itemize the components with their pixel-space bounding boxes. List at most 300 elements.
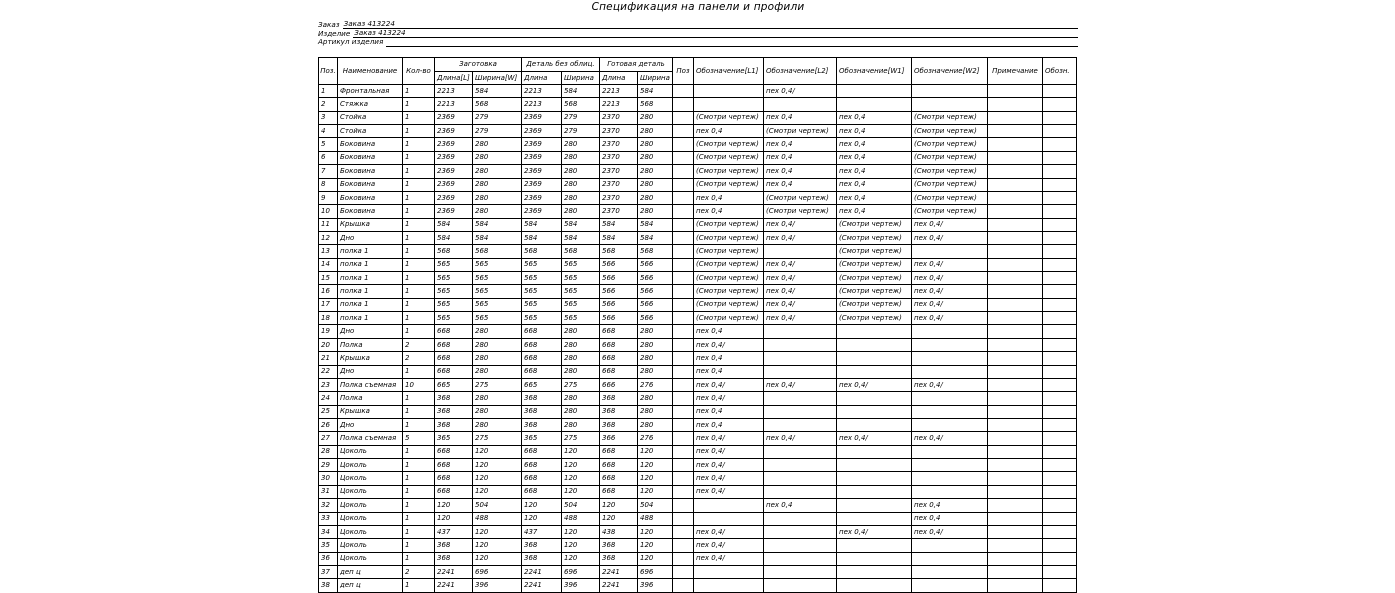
cell-raw_w: 120 (562, 459, 600, 472)
cell-blank_l: 2213 (435, 98, 473, 111)
cell-w1: (Смотри чертеж) (837, 231, 912, 244)
cell-l2: (Смотри чертеж) (764, 125, 837, 138)
table-row (319, 499, 1077, 512)
cell-qty: 1 (403, 459, 435, 472)
cell-l1: пех 0,4/ (694, 539, 764, 552)
cell-note (988, 125, 1043, 138)
col-header-blank-length: Длина[L] (435, 72, 473, 85)
cell-note (988, 138, 1043, 151)
cell-sign (1043, 151, 1077, 164)
cell-w2: (Смотри чертеж) (912, 138, 988, 151)
cell-sign (1043, 325, 1077, 338)
cell-l1: (Смотри чертеж) (694, 258, 764, 271)
cell-raw_w: 584 (562, 218, 600, 231)
cell-w1: пех 0,4 (837, 165, 912, 178)
col-header-w1: Обозначение[W1] (837, 58, 912, 85)
cell-raw_w: 120 (562, 472, 600, 485)
cell-l1: (Смотри чертеж) (694, 285, 764, 298)
cell-raw_w: 280 (562, 138, 600, 151)
cell-qty: 1 (403, 325, 435, 338)
cell-raw_l: 565 (522, 258, 562, 271)
col-header-fin-length: Длина (600, 72, 638, 85)
cell-fin_w: 280 (638, 418, 673, 431)
cell-blank_w: 568 (473, 98, 522, 111)
cell-w2: (Смотри чертеж) (912, 178, 988, 191)
cell-l2 (764, 552, 837, 565)
cell-blank_l: 584 (435, 218, 473, 231)
cell-raw_l: 2369 (522, 191, 562, 204)
cell-blank_l: 668 (435, 459, 473, 472)
cell-raw_l: 368 (522, 418, 562, 431)
cell-fin_w: 566 (638, 258, 673, 271)
cell-name: Полка (338, 392, 403, 405)
table-row (319, 98, 1077, 111)
cell-qty: 2 (403, 352, 435, 365)
cell-w1 (837, 485, 912, 498)
cell-raw_l: 565 (522, 272, 562, 285)
cell-fin_w: 566 (638, 285, 673, 298)
cell-fin_w: 120 (638, 552, 673, 565)
cell-fin_w: 120 (638, 539, 673, 552)
cell-l2 (764, 365, 837, 378)
cell-fin_l: 668 (600, 445, 638, 458)
cell-blank_w: 120 (473, 485, 522, 498)
cell-raw_w: 275 (562, 432, 600, 445)
cell-qty: 1 (403, 85, 435, 98)
cell-note (988, 472, 1043, 485)
cell-raw_l: 668 (522, 445, 562, 458)
cell-raw_w: 504 (562, 499, 600, 512)
cell-fin_w: 696 (638, 565, 673, 578)
cell-fin_l: 666 (600, 378, 638, 391)
order-label: Заказ (318, 19, 340, 29)
cell-blank_l: 368 (435, 405, 473, 418)
cell-note (988, 418, 1043, 431)
cell-blank_w: 120 (473, 525, 522, 538)
cell-pos: 28 (319, 445, 338, 458)
cell-w2: пех 0,4/ (912, 258, 988, 271)
cell-l2 (764, 579, 837, 593)
cell-sign (1043, 205, 1077, 218)
cell-pos: 3 (319, 111, 338, 124)
cell-fin_w: 120 (638, 445, 673, 458)
col-header-raw-width: Ширина (562, 72, 600, 85)
cell-blank_w: 396 (473, 579, 522, 593)
cell-sign (1043, 472, 1077, 485)
cell-pos2 (673, 579, 694, 593)
cell-l1: пех 0,4/ (694, 552, 764, 565)
cell-w1 (837, 85, 912, 98)
cell-pos2 (673, 325, 694, 338)
cell-l2 (764, 245, 837, 258)
cell-l2: пех 0,4 (764, 138, 837, 151)
cell-w2 (912, 245, 988, 258)
cell-name: Боковина (338, 205, 403, 218)
cell-fin_l: 2213 (600, 85, 638, 98)
cell-fin_w: 280 (638, 111, 673, 124)
cell-blank_w: 565 (473, 272, 522, 285)
cell-pos2 (673, 312, 694, 325)
cell-fin_l: 120 (600, 499, 638, 512)
cell-name: Дно (338, 325, 403, 338)
cell-name: деп ц (338, 579, 403, 593)
spec-table (318, 57, 1077, 593)
cell-blank_w: 280 (473, 365, 522, 378)
cell-blank_w: 280 (473, 138, 522, 151)
cell-raw_l: 668 (522, 459, 562, 472)
cell-raw_w: 565 (562, 312, 600, 325)
cell-w2: пех 0,4/ (912, 218, 988, 231)
cell-fin_l: 2370 (600, 205, 638, 218)
cell-blank_l: 668 (435, 445, 473, 458)
cell-w1: пех 0,4 (837, 111, 912, 124)
table-row (319, 272, 1077, 285)
cell-name: Цоколь (338, 499, 403, 512)
cell-blank_w: 120 (473, 539, 522, 552)
cell-name: Стойка (338, 125, 403, 138)
cell-l2: пех 0,4/ (764, 285, 837, 298)
cell-pos: 32 (319, 499, 338, 512)
cell-blank_l: 668 (435, 472, 473, 485)
cell-l1: (Смотри чертеж) (694, 151, 764, 164)
col-group-blank: Заготовка (435, 58, 522, 72)
cell-raw_w: 568 (562, 245, 600, 258)
table-row (319, 418, 1077, 431)
cell-note (988, 325, 1043, 338)
cell-pos: 14 (319, 258, 338, 271)
cell-raw_w: 280 (562, 325, 600, 338)
cell-blank_w: 120 (473, 552, 522, 565)
cell-raw_l: 668 (522, 485, 562, 498)
cell-raw_l: 120 (522, 512, 562, 525)
cell-sign (1043, 485, 1077, 498)
col-header-fin-width: Ширина (638, 72, 673, 85)
cell-blank_l: 2213 (435, 85, 473, 98)
table-row (319, 485, 1077, 498)
cell-qty: 1 (403, 525, 435, 538)
cell-note (988, 218, 1043, 231)
cell-w1: (Смотри чертеж) (837, 245, 912, 258)
cell-fin_w: 276 (638, 378, 673, 391)
cell-name: Фронтальная (338, 85, 403, 98)
cell-pos2 (673, 565, 694, 578)
cell-sign (1043, 85, 1077, 98)
cell-note (988, 272, 1043, 285)
cell-raw_l: 2369 (522, 165, 562, 178)
cell-blank_w: 275 (473, 432, 522, 445)
cell-w2: (Смотри чертеж) (912, 125, 988, 138)
cell-raw_w: 279 (562, 111, 600, 124)
cell-fin_l: 668 (600, 352, 638, 365)
cell-pos: 11 (319, 218, 338, 231)
cell-blank_l: 668 (435, 325, 473, 338)
cell-sign (1043, 258, 1077, 271)
cell-sign (1043, 378, 1077, 391)
cell-pos2 (673, 405, 694, 418)
cell-pos: 31 (319, 485, 338, 498)
cell-l2: пех 0,4 (764, 178, 837, 191)
cell-raw_l: 665 (522, 378, 562, 391)
cell-pos: 8 (319, 178, 338, 191)
cell-w2 (912, 365, 988, 378)
cell-blank_w: 280 (473, 205, 522, 218)
cell-l2 (764, 512, 837, 525)
cell-qty: 1 (403, 111, 435, 124)
cell-w2 (912, 472, 988, 485)
cell-raw_w: 120 (562, 552, 600, 565)
meta-row-product (318, 29, 1078, 38)
cell-fin_w: 280 (638, 191, 673, 204)
cell-pos: 36 (319, 552, 338, 565)
cell-blank_l: 568 (435, 245, 473, 258)
cell-w1 (837, 459, 912, 472)
cell-blank_l: 2369 (435, 205, 473, 218)
cell-blank_l: 565 (435, 298, 473, 311)
cell-name: Крышка (338, 218, 403, 231)
cell-l1: пех 0,4 (694, 205, 764, 218)
cell-blank_l: 2241 (435, 565, 473, 578)
cell-pos2 (673, 285, 694, 298)
cell-w1 (837, 325, 912, 338)
cell-w2: пех 0,4/ (912, 231, 988, 244)
cell-l2: пех 0,4/ (764, 218, 837, 231)
cell-sign (1043, 125, 1077, 138)
cell-pos: 6 (319, 151, 338, 164)
cell-w1 (837, 579, 912, 593)
cell-fin_w: 566 (638, 312, 673, 325)
cell-w1: пех 0,4 (837, 138, 912, 151)
cell-w2 (912, 552, 988, 565)
col-header-raw-length: Длина (522, 72, 562, 85)
cell-w1: пех 0,4/ (837, 525, 912, 538)
cell-fin_w: 276 (638, 432, 673, 445)
cell-sign (1043, 272, 1077, 285)
cell-raw_l: 2369 (522, 205, 562, 218)
cell-blank_w: 584 (473, 85, 522, 98)
cell-raw_l: 368 (522, 405, 562, 418)
cell-raw_w: 280 (562, 392, 600, 405)
cell-w2 (912, 579, 988, 593)
cell-l2 (764, 525, 837, 538)
cell-qty: 1 (403, 125, 435, 138)
cell-raw_l: 368 (522, 552, 562, 565)
cell-pos2 (673, 499, 694, 512)
cell-sign (1043, 98, 1077, 111)
cell-blank_l: 368 (435, 539, 473, 552)
cell-sign (1043, 432, 1077, 445)
cell-fin_w: 280 (638, 138, 673, 151)
cell-raw_w: 280 (562, 352, 600, 365)
cell-pos2 (673, 138, 694, 151)
cell-pos2 (673, 365, 694, 378)
cell-name: Боковина (338, 165, 403, 178)
cell-pos: 9 (319, 191, 338, 204)
cell-raw_w: 565 (562, 258, 600, 271)
cell-qty: 1 (403, 512, 435, 525)
cell-pos2 (673, 205, 694, 218)
cell-blank_l: 368 (435, 392, 473, 405)
col-header-pos: Поз. (319, 58, 338, 85)
cell-pos: 16 (319, 285, 338, 298)
cell-blank_l: 668 (435, 365, 473, 378)
table-row (319, 325, 1077, 338)
cell-w2 (912, 392, 988, 405)
spec-table-body (319, 85, 1077, 593)
cell-note (988, 85, 1043, 98)
cell-pos2 (673, 178, 694, 191)
cell-pos: 19 (319, 325, 338, 338)
table-row (319, 579, 1077, 593)
cell-pos2 (673, 525, 694, 538)
cell-w1: пех 0,4/ (837, 432, 912, 445)
cell-fin_l: 2370 (600, 138, 638, 151)
product-value: Заказ 413224 (353, 29, 1078, 39)
cell-blank_w: 279 (473, 111, 522, 124)
cell-pos2 (673, 418, 694, 431)
cell-note (988, 499, 1043, 512)
cell-pos: 38 (319, 579, 338, 593)
col-header-l1: Обозначение[L1] (694, 58, 764, 85)
cell-blank_l: 368 (435, 552, 473, 565)
table-row (319, 245, 1077, 258)
cell-sign (1043, 138, 1077, 151)
cell-w1: (Смотри чертеж) (837, 285, 912, 298)
cell-sign (1043, 338, 1077, 351)
cell-qty: 1 (403, 138, 435, 151)
cell-blank_l: 2369 (435, 151, 473, 164)
cell-w2 (912, 485, 988, 498)
cell-fin_l: 566 (600, 258, 638, 271)
cell-w2 (912, 352, 988, 365)
cell-l1: пех 0,4/ (694, 525, 764, 538)
cell-fin_l: 368 (600, 392, 638, 405)
cell-w1: пех 0,4/ (837, 378, 912, 391)
cell-blank_l: 668 (435, 352, 473, 365)
cell-name: Цоколь (338, 525, 403, 538)
cell-w1 (837, 418, 912, 431)
cell-l1 (694, 565, 764, 578)
cell-l2 (764, 352, 837, 365)
cell-fin_l: 2370 (600, 151, 638, 164)
cell-raw_w: 280 (562, 418, 600, 431)
cell-pos: 35 (319, 539, 338, 552)
cell-qty: 1 (403, 258, 435, 271)
cell-name: полка 1 (338, 312, 403, 325)
cell-pos: 33 (319, 512, 338, 525)
cell-blank_w: 488 (473, 512, 522, 525)
cell-name: Крышка (338, 352, 403, 365)
cell-sign (1043, 539, 1077, 552)
cell-qty: 2 (403, 565, 435, 578)
page-title: Спецификация на панели и профили (591, 1, 805, 13)
cell-w1: (Смотри чертеж) (837, 218, 912, 231)
table-row (319, 512, 1077, 525)
cell-fin_l: 368 (600, 418, 638, 431)
cell-pos: 25 (319, 405, 338, 418)
cell-pos: 24 (319, 392, 338, 405)
cell-raw_l: 668 (522, 325, 562, 338)
cell-sign (1043, 111, 1077, 124)
cell-name: Боковина (338, 191, 403, 204)
cell-fin_l: 668 (600, 338, 638, 351)
table-row (319, 378, 1077, 391)
cell-pos2 (673, 512, 694, 525)
cell-sign (1043, 579, 1077, 593)
table-row (319, 445, 1077, 458)
cell-w1: пех 0,4 (837, 205, 912, 218)
table-row (319, 191, 1077, 204)
col-header-w2: Обозначение[W2] (912, 58, 988, 85)
cell-blank_w: 565 (473, 258, 522, 271)
cell-fin_l: 2370 (600, 165, 638, 178)
cell-w1 (837, 352, 912, 365)
cell-raw_w: 696 (562, 565, 600, 578)
cell-w1 (837, 405, 912, 418)
cell-fin_w: 280 (638, 178, 673, 191)
cell-qty: 1 (403, 499, 435, 512)
cell-fin_w: 280 (638, 125, 673, 138)
cell-l1: пех 0,4 (694, 325, 764, 338)
cell-l1: (Смотри чертеж) (694, 138, 764, 151)
cell-qty: 1 (403, 552, 435, 565)
cell-fin_l: 566 (600, 285, 638, 298)
cell-fin_l: 584 (600, 231, 638, 244)
cell-sign (1043, 285, 1077, 298)
cell-pos: 21 (319, 352, 338, 365)
cell-note (988, 298, 1043, 311)
cell-note (988, 165, 1043, 178)
cell-w1 (837, 472, 912, 485)
cell-l1: (Смотри чертеж) (694, 272, 764, 285)
cell-raw_w: 280 (562, 165, 600, 178)
cell-l1: пех 0,4/ (694, 445, 764, 458)
cell-w1 (837, 512, 912, 525)
cell-qty: 1 (403, 231, 435, 244)
cell-qty: 1 (403, 539, 435, 552)
cell-sign (1043, 392, 1077, 405)
cell-w2: пех 0,4/ (912, 272, 988, 285)
cell-fin_w: 120 (638, 459, 673, 472)
cell-fin_w: 584 (638, 218, 673, 231)
cell-note (988, 191, 1043, 204)
cell-pos: 7 (319, 165, 338, 178)
cell-l2 (764, 485, 837, 498)
cell-blank_w: 280 (473, 392, 522, 405)
col-group-finished: Готовая деталь (600, 58, 673, 72)
cell-name: Полка съемная (338, 378, 403, 391)
cell-sign (1043, 405, 1077, 418)
cell-fin_l: 566 (600, 272, 638, 285)
cell-raw_l: 565 (522, 312, 562, 325)
cell-name: полка 1 (338, 272, 403, 285)
cell-w1 (837, 552, 912, 565)
cell-w1: (Смотри чертеж) (837, 258, 912, 271)
cell-fin_l: 2370 (600, 111, 638, 124)
cell-note (988, 352, 1043, 365)
cell-w1: (Смотри чертеж) (837, 298, 912, 311)
cell-blank_l: 120 (435, 499, 473, 512)
cell-blank_l: 565 (435, 285, 473, 298)
cell-blank_w: 280 (473, 325, 522, 338)
cell-pos2 (673, 272, 694, 285)
cell-fin_w: 280 (638, 365, 673, 378)
cell-fin_w: 396 (638, 579, 673, 593)
cell-sign (1043, 512, 1077, 525)
cell-w2: (Смотри чертеж) (912, 111, 988, 124)
cell-raw_l: 565 (522, 298, 562, 311)
cell-name: Крышка (338, 405, 403, 418)
cell-w1: пех 0,4 (837, 178, 912, 191)
